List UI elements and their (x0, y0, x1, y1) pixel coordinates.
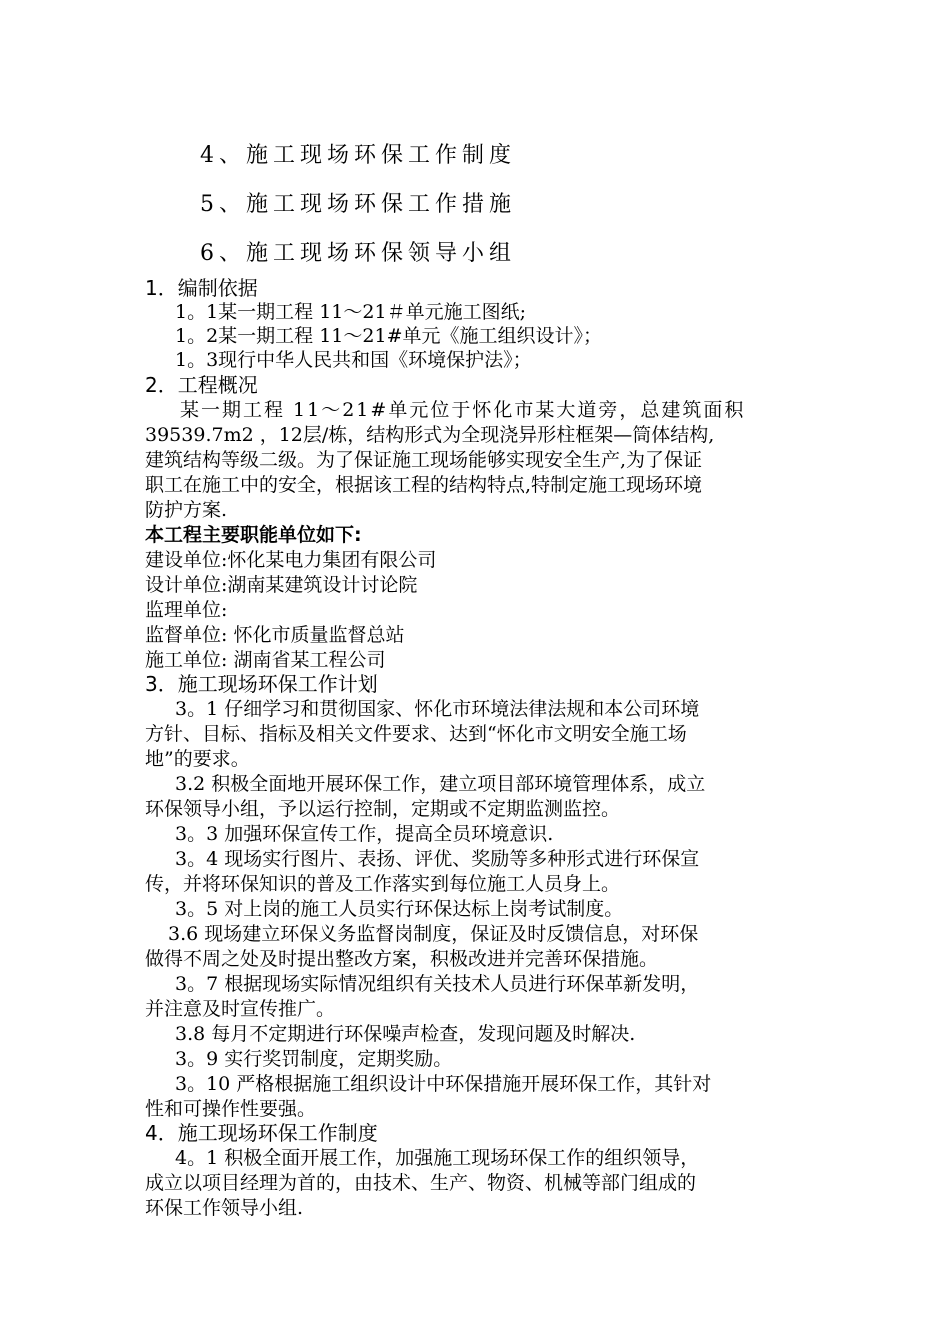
toc-item-6: 6、施工现场环保领导小组 (200, 241, 516, 266)
unit-line: 监督单位: 怀化市质量监督总站 (145, 624, 405, 646)
units-heading: 本工程主要职能单位如下: (145, 524, 362, 546)
paragraph-line: 防护方案. (145, 499, 228, 521)
toc-item-4: 4、施工现场环保工作制度 (200, 143, 516, 168)
section-heading-1: 1．编制依据 (145, 276, 258, 300)
paragraph-line: 3。1 仔细学习和贯彻国家、怀化市环境法律法规和本公司环境 (175, 698, 700, 720)
unit-line: 监理单位: (145, 599, 228, 621)
section-heading-3: 3．施工现场环保工作计划 (145, 672, 378, 696)
paragraph-line: 1。1某一期工程 11～21＃单元施工图纸; (175, 301, 526, 323)
paragraph-line: 1。2某一期工程 11～21#单元《施工组织设计》； (175, 325, 602, 347)
paragraph-line: 环保领导小组，予以运行控制，定期或不定期监测监控。 (145, 798, 621, 820)
paragraph-line: 环保工作领导小组. (145, 1197, 304, 1219)
paragraph-line: 做得不周之处及时提出整改方案，积极改进并完善环保措施。 (145, 948, 659, 970)
unit-line: 建设单位:怀化某电力集团有限公司 (145, 549, 437, 571)
paragraph-line: 3.6 现场建立环保义务监督岗制度，保证及时反馈信息，对环保 (168, 923, 699, 945)
paragraph-line: 39539.7m2 ，12层/栋，结构形式为全现浇异形柱框架—筒体结构, (145, 424, 715, 446)
paragraph-line: 性和可操作性要强。 (145, 1098, 317, 1120)
paragraph-line: 传，并将环保知识的普及工作落实到每位施工人员身上。 (145, 873, 621, 895)
paragraph-line: 并注意及时宣传推广。 (145, 998, 336, 1020)
paragraph-line: 3.8 每月不定期进行环保噪声检查，发现问题及时解决. (175, 1023, 636, 1045)
paragraph-line: 3。10 严格根据施工组织设计中环保措施开展环保工作，其针对 (175, 1073, 712, 1095)
paragraph-line: 某一期工程 11～21#单元位于怀化市某大道旁，总建筑面积 (180, 399, 746, 421)
paragraph-line: 3。5 对上岗的施工人员实行环保达标上岗考试制度。 (175, 898, 624, 920)
section-heading-4: 4．施工现场环保工作制度 (145, 1121, 378, 1145)
paragraph-line: 1。3现行中华人民共和国《环境保护法》； (175, 349, 532, 371)
paragraph-line: 地”的要求。 (145, 748, 250, 770)
unit-line: 施工单位: 湖南省某工程公司 (145, 649, 386, 671)
paragraph-line: 3。7 根据现场实际情况组织有关技术人员进行环保革新发明， (175, 973, 700, 995)
unit-line: 设计单位:湖南某建筑设计讨论院 (145, 574, 418, 596)
paragraph-line: 3。9 实行奖罚制度，定期奖励。 (175, 1048, 453, 1070)
paragraph-line: 方针、目标、指标及相关文件要求、达到“怀化市文明安全施工场 (145, 723, 687, 745)
paragraph-line: 成立以项目经理为首的，由技术、生产、物资、机械等部门组成的 (145, 1172, 697, 1194)
paragraph-line: 3。3 加强环保宣传工作，提高全员环境意识. (175, 823, 554, 845)
paragraph-line: 建筑结构等级二级。为了保证施工现场能够实现安全生产,为了保证 (145, 449, 703, 471)
paragraph-line: 3。4 现场实行图片、表扬、评优、奖励等多种形式进行环保宣 (175, 848, 700, 870)
paragraph-line: 3.2 积极全面地开展环保工作，建立项目部环境管理体系，成立 (175, 773, 706, 795)
toc-item-5: 5、施工现场环保工作措施 (200, 192, 516, 217)
paragraph-line: 职工在施工中的安全，根据该工程的结构特点,特制定施工现场环境 (145, 474, 703, 496)
paragraph-line: 4。1 积极全面开展工作，加强施工现场环保工作的组织领导， (175, 1147, 700, 1169)
section-heading-2: 2．工程概况 (145, 373, 258, 397)
